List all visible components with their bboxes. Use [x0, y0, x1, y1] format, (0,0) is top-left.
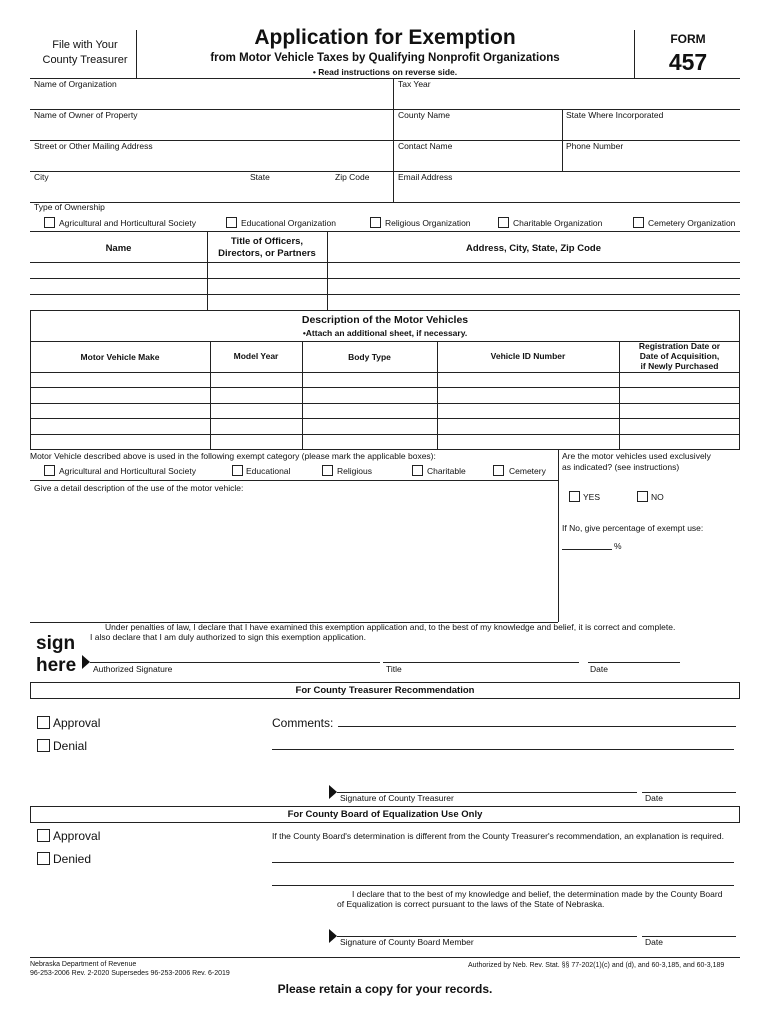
- declaration-line2: I also declare that I am duly authorized to sign this exemption application.: [90, 632, 366, 642]
- form-number: 457: [668, 49, 708, 75]
- ownership-educational-checkbox[interactable]: [226, 217, 237, 228]
- board-denied-checkbox[interactable]: [37, 852, 50, 865]
- ownership-cemetery-label: Cemetery Organization: [648, 218, 736, 228]
- board-explanation-line-1[interactable]: [272, 862, 734, 863]
- ownership-charitable-checkbox[interactable]: [498, 217, 509, 228]
- state-incorporated-field[interactable]: State Where Incorporated: [566, 110, 664, 120]
- treasurer-heading: For County Treasurer Recommendation: [295, 685, 475, 696]
- tax-year-field[interactable]: Tax Year: [398, 79, 431, 89]
- treasurer-denial-checkbox[interactable]: [37, 739, 50, 752]
- owner-name-field[interactable]: Name of Owner of Property: [34, 110, 138, 120]
- exclusive-no-checkbox[interactable]: [637, 491, 648, 502]
- use-detail-prompt: Give a detail description of the use of the motor vehicle:: [34, 483, 244, 493]
- exclusive-no-label: NO: [651, 492, 664, 502]
- table-row[interactable]: [30, 294, 740, 295]
- comments-line-2[interactable]: [272, 749, 734, 750]
- exempt-category-prompt: Motor Vehicle described above is used in the following exempt category (please mark the applicable boxes):: [30, 451, 436, 461]
- exempt-educational-label: Educational: [246, 466, 291, 476]
- table-row[interactable]: [30, 418, 740, 419]
- footer-revision: 96-253-2006 Rev. 2-2020 Supersedes 96-253-2006 Rev. 6-2019: [30, 970, 230, 977]
- officers-col-title: Title of Officers, Directors, or Partners: [218, 236, 316, 259]
- file-with-label: File with Your County Treasurer: [42, 39, 128, 66]
- exempt-charitable-checkbox[interactable]: [412, 465, 423, 476]
- percent-sign: %: [614, 541, 622, 551]
- board-date-label: Date: [645, 937, 663, 947]
- ownership-agricultural-checkbox[interactable]: [44, 217, 55, 228]
- vehicles-title: Description of the Motor Vehicles: [301, 314, 469, 326]
- vehicles-note: •Attach an additional sheet, if necessary.: [302, 328, 468, 338]
- org-name-field[interactable]: Name of Organization: [34, 79, 117, 89]
- vehicles-col-year: Model Year: [233, 351, 279, 361]
- ownership-educational-label: Educational Organization: [241, 218, 336, 228]
- ownership-charitable-label: Charitable Organization: [513, 218, 603, 228]
- ownership-label: Type of Ownership: [34, 202, 105, 212]
- authorized-signature-line[interactable]: [90, 662, 380, 663]
- here-label: here: [36, 655, 77, 676]
- board-declaration-line1: I declare that to the best of my knowledge and belief, the determination made by the County Board: [352, 889, 723, 899]
- phone-field[interactable]: Phone Number: [566, 141, 624, 151]
- footer-authority: Authorized by Neb. Rev. Stat. §§ 77-202(1)(c) and (d), and 60-3,185, and 60-3,189: [468, 962, 725, 969]
- treasurer-date-label: Date: [645, 793, 663, 803]
- exclusive-use-question: Are the motor vehicles used exclusively as indicated? (see instructions): [562, 451, 711, 472]
- table-row[interactable]: [30, 387, 740, 388]
- board-approval-label: Approval: [53, 829, 101, 843]
- exempt-religious-checkbox[interactable]: [322, 465, 333, 476]
- board-explanation-note: If the County Board's determination is different from the County Treasurer's recommendation, an explanation is required.: [272, 831, 724, 841]
- form-label: FORM: [670, 32, 706, 46]
- treasurer-denial-label: Denial: [53, 739, 88, 753]
- state-field[interactable]: State: [250, 172, 270, 182]
- vehicles-col-body: Body Type: [348, 352, 391, 362]
- form-title: Application for Exemption: [254, 26, 516, 49]
- county-name-field[interactable]: County Name: [398, 110, 450, 120]
- exempt-percentage-input[interactable]: [562, 549, 612, 550]
- declaration-line1: Under penalties of law, I declare that I have examined this exemption application and, to the best of my knowledge and belief, it is correct and complete.: [105, 622, 676, 632]
- board-approval-checkbox[interactable]: [37, 829, 50, 842]
- city-field[interactable]: City: [34, 172, 49, 182]
- exempt-cemetery-checkbox[interactable]: [493, 465, 504, 476]
- signer-date-label: Date: [590, 664, 608, 674]
- treasurer-sign-arrow-icon: [329, 785, 337, 799]
- retain-copy-note: Please retain a copy for your records.: [277, 982, 493, 996]
- treasurer-approval-label: Approval: [53, 716, 101, 730]
- vehicles-col-make: Motor Vehicle Make: [80, 352, 160, 362]
- exclusive-yes-checkbox[interactable]: [569, 491, 580, 502]
- exempt-charitable-label: Charitable: [427, 466, 466, 476]
- ownership-religious-label: Religious Organization: [385, 218, 471, 228]
- board-explanation-line-2[interactable]: [272, 885, 734, 886]
- exempt-cemetery-label: Cemetery: [509, 466, 546, 476]
- instructions-note: • Read instructions on reverse side.: [312, 67, 458, 77]
- ownership-cemetery-checkbox[interactable]: [633, 217, 644, 228]
- authorized-signature-label: Authorized Signature: [93, 664, 173, 674]
- footer-department: Nebraska Department of Revenue: [30, 961, 137, 968]
- signer-title-line[interactable]: [383, 662, 579, 663]
- table-row[interactable]: [30, 403, 740, 404]
- exempt-percentage-prompt: If No, give percentage of exempt use:: [562, 523, 704, 533]
- treasurer-approval-checkbox[interactable]: [37, 716, 50, 729]
- treasurer-signature-label: Signature of County Treasurer: [340, 793, 454, 803]
- signer-date-line[interactable]: [588, 662, 680, 663]
- sign-label: sign: [36, 633, 76, 654]
- exempt-agricultural-label: Agricultural and Horticultural Society: [59, 466, 197, 476]
- ownership-agricultural-label: Agricultural and Horticultural Society: [59, 218, 197, 228]
- exempt-religious-label: Religious: [337, 466, 372, 476]
- board-declaration-line2: of Equalization is correct pursuant to the laws of the State of Nebraska.: [337, 899, 605, 909]
- signer-title-label: Title: [386, 664, 402, 674]
- exempt-agricultural-checkbox[interactable]: [44, 465, 55, 476]
- contact-name-field[interactable]: Contact Name: [398, 141, 453, 151]
- sign-arrow-icon: [82, 655, 90, 669]
- table-row[interactable]: [30, 434, 740, 435]
- exempt-educational-checkbox[interactable]: [232, 465, 243, 476]
- board-heading: For County Board of Equalization Use Only: [287, 809, 483, 820]
- comments-label: Comments:: [272, 716, 334, 730]
- vehicles-col-registration: Registration Date or Date of Acquisition, if Newly Purchased: [638, 341, 721, 371]
- board-sign-arrow-icon: [329, 929, 337, 943]
- email-field[interactable]: Email Address: [398, 172, 453, 182]
- mailing-address-field[interactable]: Street or Other Mailing Address: [34, 141, 153, 151]
- officers-col-name: Name: [105, 243, 132, 254]
- board-denied-label: Denied: [53, 852, 92, 866]
- use-detail-textarea[interactable]: [30, 495, 556, 620]
- officers-col-address: Address, City, State, Zip Code: [466, 243, 601, 254]
- table-row[interactable]: [30, 278, 740, 279]
- vehicles-col-vin: Vehicle ID Number: [490, 351, 566, 361]
- board-signature-label: Signature of County Board Member: [340, 937, 474, 947]
- ownership-religious-checkbox[interactable]: [370, 217, 381, 228]
- form-subtitle: from Motor Vehicle Taxes by Qualifying Nonprofit Organizations: [210, 52, 560, 64]
- exclusive-yes-label: YES: [583, 492, 601, 502]
- zip-field[interactable]: Zip Code: [335, 172, 370, 182]
- comments-line-1[interactable]: [338, 726, 736, 727]
